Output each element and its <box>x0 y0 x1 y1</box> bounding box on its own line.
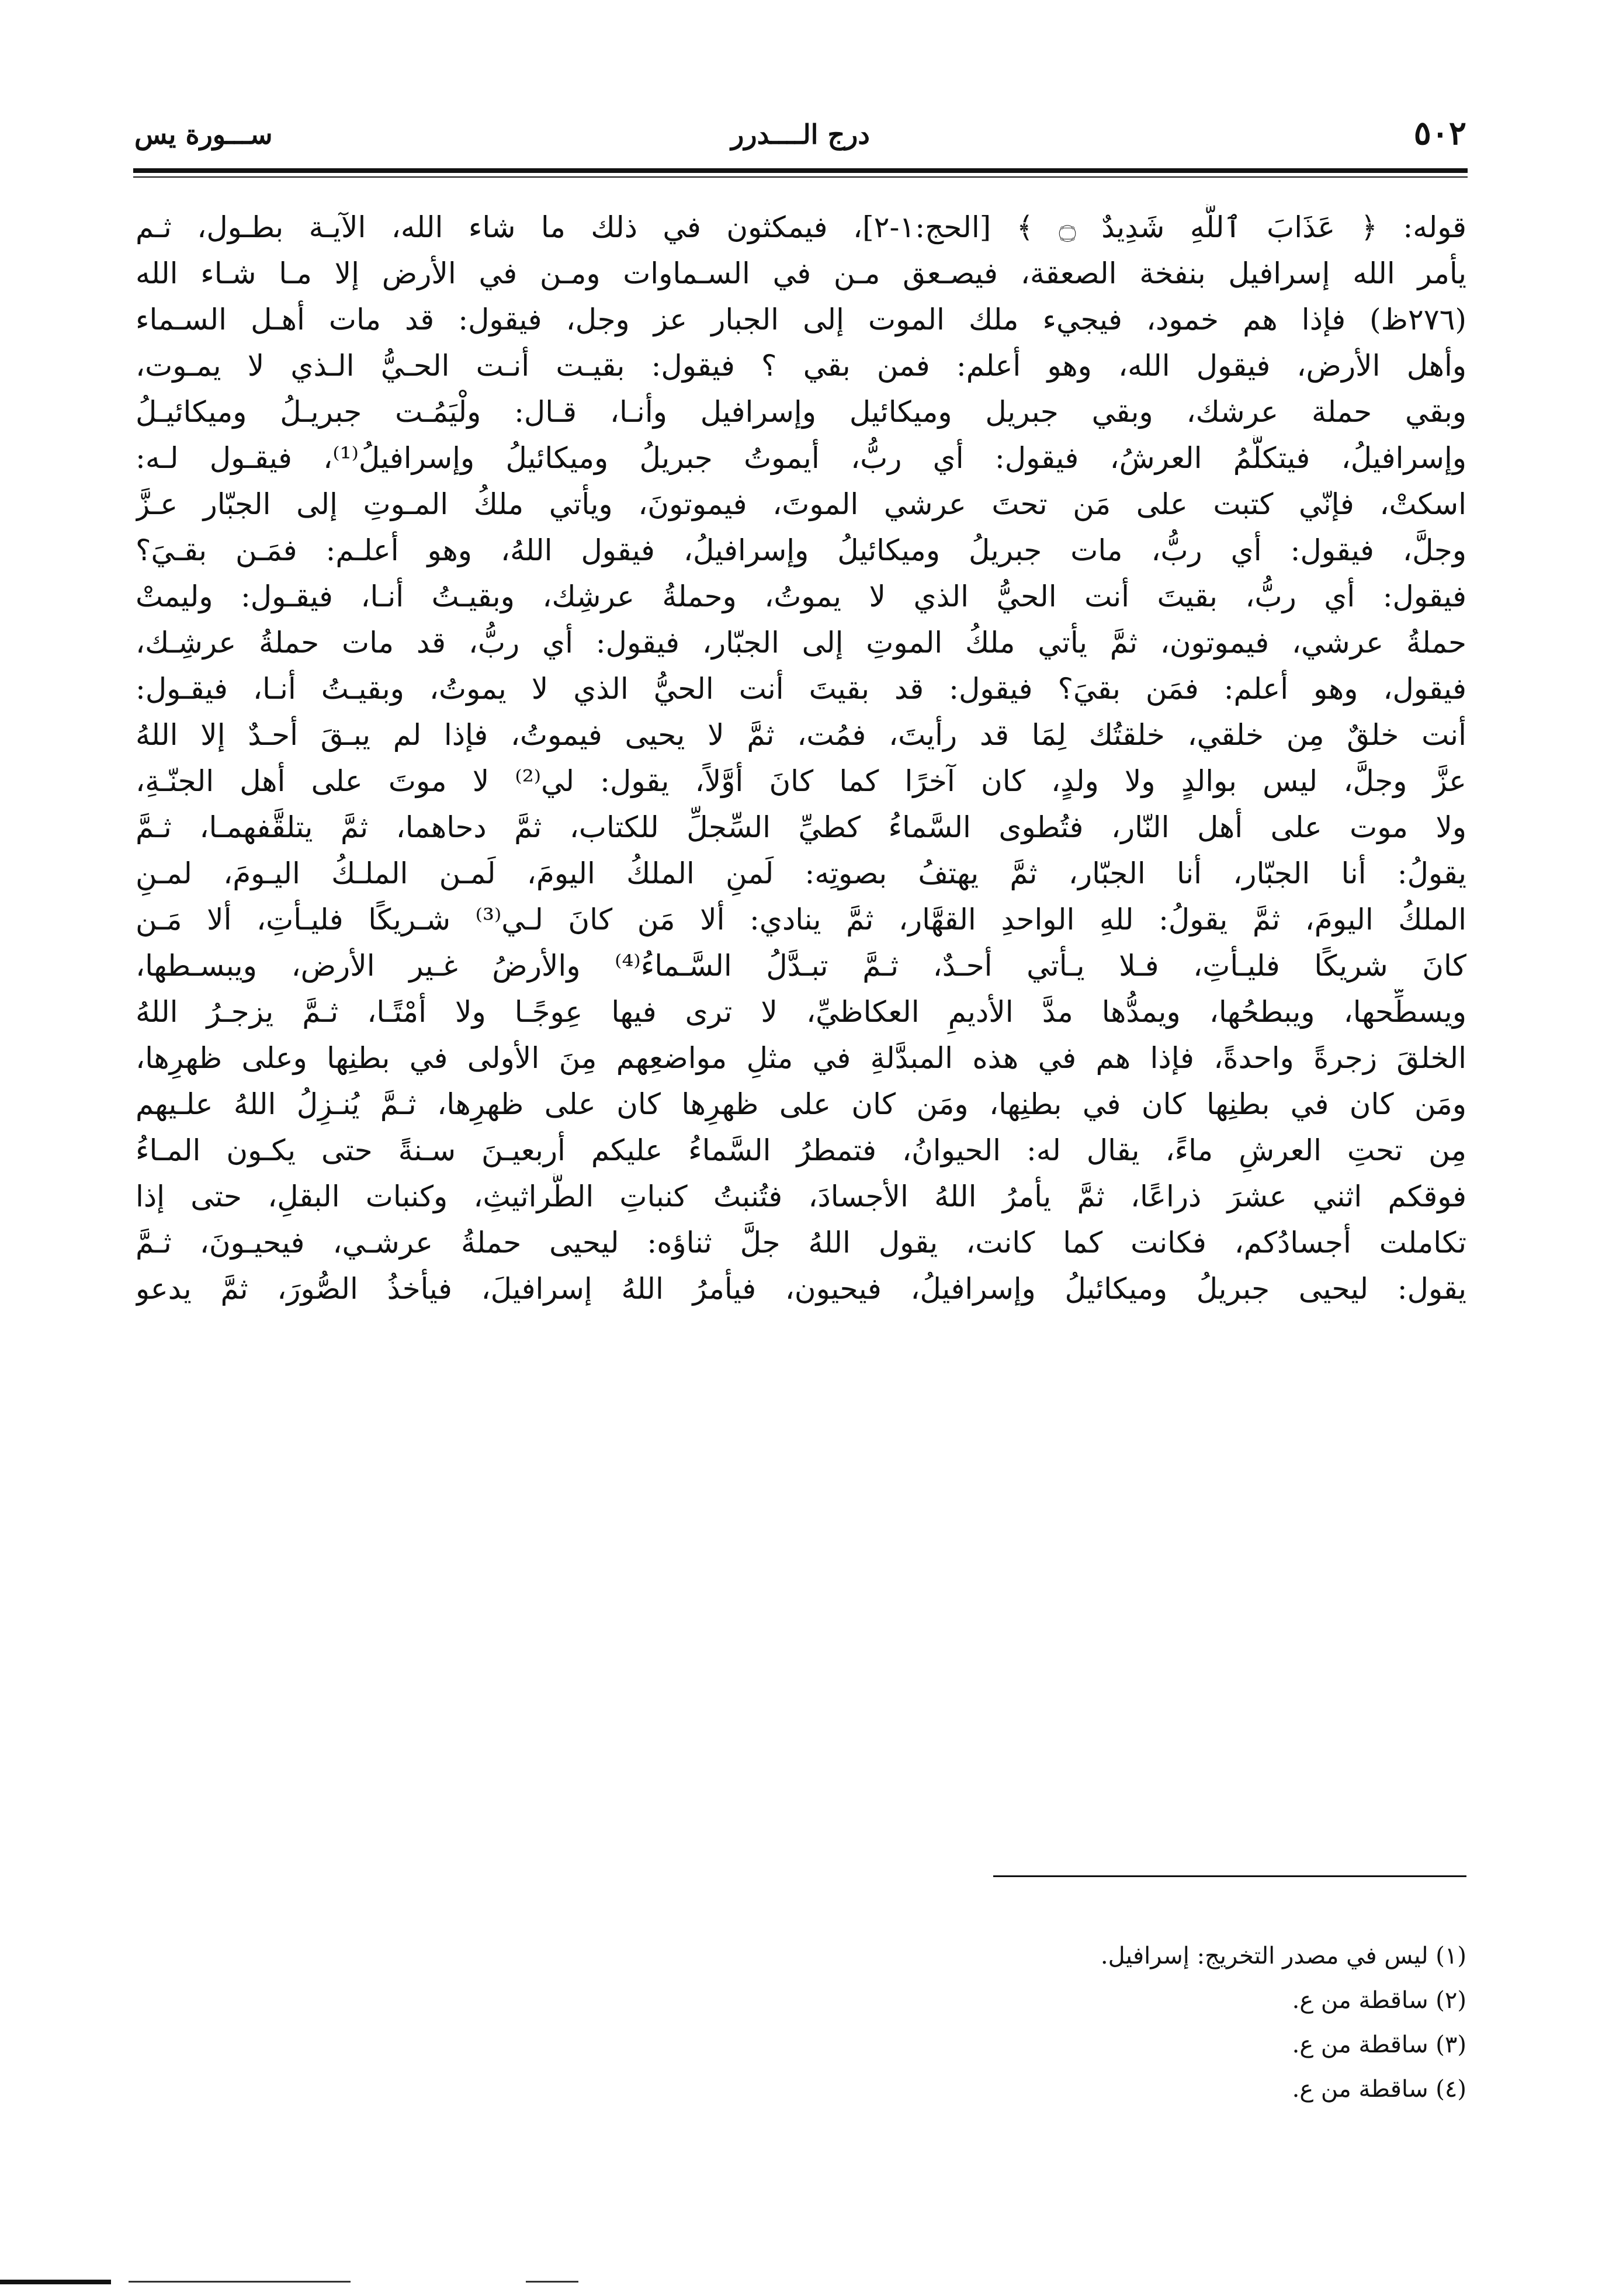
text-line: أنت خلقٌ مِن خلقي، خلقتُك لِمَا قد رأيتَ، فمُت، ثمَّ لا يحيى فيموتُ، فإذا لم يبـقَ أحـدٌ إلا اللهُ <box>136 718 1466 752</box>
header-rule-thick <box>133 168 1468 173</box>
text-line: حملةُ عرشي، فيموتون، ثمَّ يأتي ملكُ الموتِ إلى الجبّار، فيقول: أي ربُّ، قد مات حملةُ عرشِـك، <box>136 626 1466 660</box>
text-line: (٢٧٦ظ) فإذا هم خمود، فيجيء ملك الموت إلى الجبار عز وجل، فيقول: قد مات أهـل السـماء <box>136 303 1466 337</box>
running-header <box>134 114 1466 172</box>
text-line: فيقول: أي ربُّ، بقيتَ أنت الحيُّ الذي لا يموتُ، وحملةُ عرشِك، وبقيـتُ أنـا، فيقـول: وليمتْ <box>136 580 1466 613</box>
footnote-1: (١) ليس في مصدر التخريج: إسرافيل. <box>1100 1943 1466 1969</box>
page-number: ٥٠٢ <box>1413 114 1466 152</box>
text-line: الخلقَ زجرةً واحدةً، فإذا هم في هذه المبدَّلةِ في مثلِ مواضعِهم مِنَ الأولى في بطنِها وعلى ظهرِها، <box>136 1041 1466 1075</box>
text-line: ومَن كان في بطنِها كان في بطنِها، ومَن كان على ظهرِها كان على ظهرِها، ثـمَّ يُنـزِلُ اللهُ علـيهم <box>136 1087 1466 1121</box>
text-line: ويسطِّحها، ويبطحُها، ويمدُّها مدَّ الأديمِ العكاظيِّ، لا ترى فيها عِوجًـا ولا أمْتًـا، ثـمَّ يزجـرُ اللهُ <box>136 995 1466 1029</box>
footnote-separator <box>993 1875 1466 1877</box>
text-line: يأمر الله إسرافيل بنفخة الصعقة، فيصـعق مـن في السـماوات ومـن في الأرض إلا مـا شـاء الله <box>136 256 1466 290</box>
main-text <box>136 204 1466 1312</box>
text-line: الملكُ اليومَ، ثمَّ يقولُ: للهِ الواحدِ القهَّار، ثمَّ ينادي: ألا مَن كانَ لـي⁽³⁾ شـريكًا فليـأتِ، ألا مَـن <box>136 903 1466 937</box>
text-line: وإسرافيلُ، فيتكلَّمُ العرشُ، فيقول: أي ربُّ، أيموتُ جبريلُ وميكائيلُ وإسرافيلُ⁽¹⁾، فيقـول لـه: <box>136 441 1466 475</box>
text-line: وأهل الأرض، فيقول الله، وهو أعلم: فمن بقي ؟ فيقول: بقيـت أنـت الحـيُّ الـذي لا يمـوت، <box>136 349 1466 383</box>
text-line: يقول: ليحيى جبريلُ وميكائيلُ وإسرافيلُ، فيحيون، فيأمرُ اللهُ إسرافيلَ، فيأخذُ الصُّورَ، ثمَّ يدعو <box>136 1272 1466 1306</box>
text-line: قوله: ﴿ عَذَابَ ٱللَّهِ شَدِيدٌ ۝ ﴾ [الحج:١-٢]، فيمكثون في ذلك ما شاء الله، الآيـة بطـول، ثـم <box>136 210 1466 244</box>
text-line: كانَ شريكًا فليـأتِ، فـلا يـأتي أحـدٌ، ثـمَّ تبـدَّلُ السَّـماءُ⁽⁴⁾ والأرضُ غـير الأرض، ويبسـطها، <box>136 949 1466 983</box>
scan-edge-marks <box>0 2273 584 2290</box>
surah-name: ســـورة يس <box>134 119 273 150</box>
text-line: مِن تحتِ العرشِ ماءً، يقال له: الحيوانُ، فتمطرُ السَّماءُ عليكم أربعيـنَ سـنةً حتى يكـون المـاءُ <box>136 1133 1466 1167</box>
footnote-4: (٤) ساقطة من ع. <box>1292 2076 1466 2103</box>
text-line: ولا موت على أهل النّار، فتُطوى السَّماءُ كطيِّ السِّجلِّ للكتاب، ثمَّ دحاهما، ثمَّ يتلقَّفهمـا، ثـمَّ <box>136 810 1466 844</box>
footnotes <box>532 1934 1466 2111</box>
footnote-2: (٢) ساقطة من ع. <box>1292 1987 1466 2014</box>
text-line: يقولُ: أنا الجبّار، أنا الجبّار، ثمَّ يهتفُ بصوتِه: لَمنِ الملكُ اليومَ، لَمـن الملـكُ اليـومَ، لمـنِ <box>136 856 1466 890</box>
scan-mark <box>526 2281 578 2283</box>
footnote-3: (٣) ساقطة من ع. <box>1292 2031 1466 2058</box>
text-line: اسكتْ، فإنّي كتبت على مَن تحتَ عرشي الموتَ، فيموتونَ، ويأتي ملكُ المـوتِ إلى الجبّار عـزَّ <box>136 487 1466 521</box>
header-rule-thin <box>133 176 1468 178</box>
text-line: وبقي حملة عرشك، وبقي جبريل وميكائيل وإسرافيل وأنـا، قـال: ولْيَمُـت جبريـلُ وميكائيـلُ <box>136 395 1466 429</box>
scan-mark <box>0 2280 111 2284</box>
scan-mark <box>129 2281 351 2283</box>
text-line: وجلَّ، فيقول: أي ربُّ، مات جبريلُ وميكائيلُ وإسرافيلُ، فيقول اللهُ، وهو أعلـم: فمَـن بقـيَ؟ <box>136 533 1466 567</box>
text-line: عزَّ وجلَّ، ليس بوالدٍ ولا ولدٍ، كان آخرًا كما كانَ أوَّلاً، يقول: لي⁽²⁾ لا موتَ على أهل الجنّـةِ، <box>136 764 1466 798</box>
text-line: فوقكم اثني عشرَ ذراعًا، ثمَّ يأمرُ اللهُ الأجسادَ، فتُنبتُ كنباتِ الطَّراثيثِ، وكنبات البقلِ، حتى إذا <box>136 1180 1466 1213</box>
text-line: تكاملت أجسادُكم، فكانت كما كانت، يقول اللهُ جلَّ ثناؤه: ليحيى حملةُ عرشـي، فيحيـونَ، ثـمَّ <box>136 1226 1466 1260</box>
book-title: درج الــــدرر <box>731 119 870 150</box>
text-line: فيقول، وهو أعلم: فمَن بقيَ؟ فيقول: قد بقيتَ أنت الحيُّ الذي لا يموتُ، وبقيـتُ أنـا، فيقـول: <box>136 672 1466 706</box>
